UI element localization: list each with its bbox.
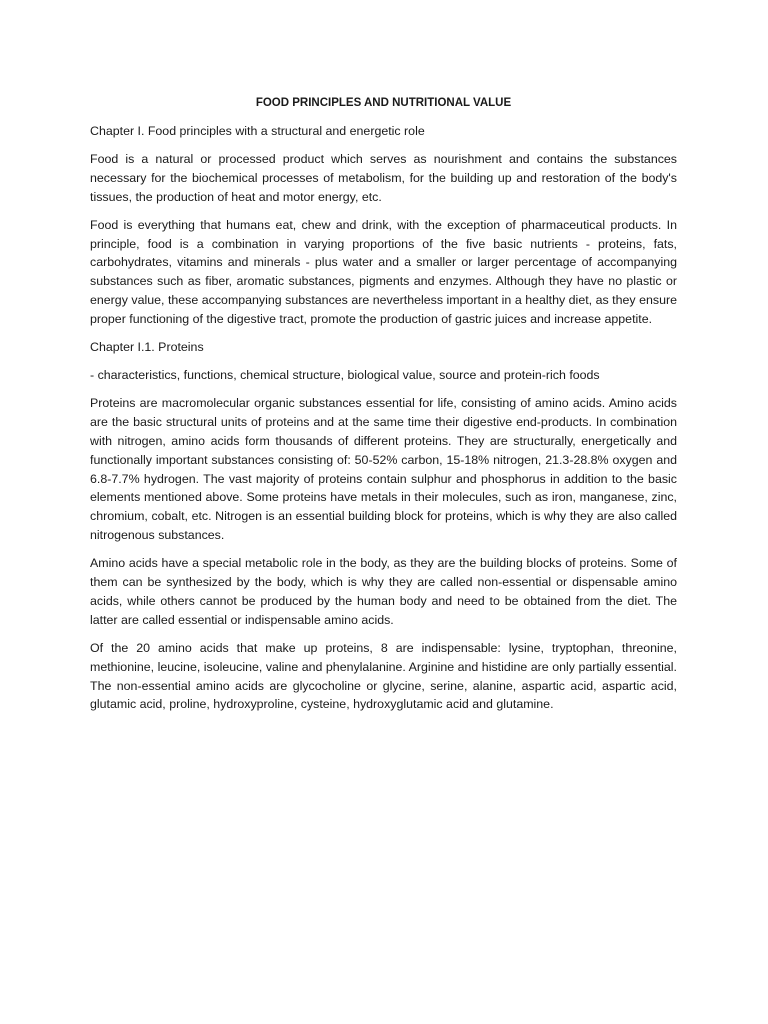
document-page — [90, 94, 677, 723]
paragraph: Proteins are macromolecular organic substances essential for life, consisting of amino acids. Amino acids are the basic structural units of proteins and at the same time their digestive end-products. In combination with nitrogen, amino acids form thousands of different proteins. They are structurally, energetically and functionally important substances consisting of: 50-52% carbon, 15-18% nitrogen, 21.3-28.8% oxygen and 6.8-7.7% hydrogen. The vast majority of proteins contain sulphur and phosphorus in addition to the basic elements mentioned above. Some proteins have metals in their molecules, such as iron, manganese, zinc, chromium, cobalt, etc. Nitrogen is an essential building block for proteins, which is why they are also called nitrogenous substances. — [90, 395, 677, 543]
paragraph: Amino acids have a special metabolic role in the body, as they are the building blocks of proteins. Some of them can be synthesized by the body, which is why they are called non-essential or dispensable amino acids, while others cannot be produced by the human body and need to be obtained from the diet. The latter are called essential or indispensable amino acids. — [90, 556, 677, 627]
document-title: FOOD PRINCIPLES AND NUTRITIONAL VALUE — [255, 97, 512, 109]
paragraph: Of the 20 amino acids that make up proteins, 8 are indispensable: lysine, tryptophan, threonine, methionine, leucine, isoleucine, valine and phenylalanine. Arginine and histidine are only partially essential. The non-essential amino acids are glycocholine or glycine, serine, alanine, aspartic acid, aspartic acid, glutamic acid, proline, hydroxyproline, cysteine, hydroxyglutamic acid and glutamine. — [90, 640, 677, 712]
paragraph: Food is everything that humans eat, chew and drink, with the exception of pharmaceutical products. In principle, food is a combination in varying proportions of the five basic nutrients - proteins, fats, carbohydrates, vitamins and minerals - plus water and a smaller or larger percentage of accompanying substances such as fiber, aromatic substances, pigments and enzymes. Although they have no plastic or energy value, these accompanying substances are nevertheless important in a healthy diet, as they ensure proper functioning of the digestive tract, promote the production of gastric juices and increase appetite. — [90, 217, 677, 327]
section-subtitle: - characteristics, functions, chemical structure, biological value, source and protein-rich foods — [90, 367, 600, 382]
chapter-heading: Chapter I. Food principles with a structural and energetic role — [90, 124, 425, 138]
section-heading: Chapter I.1. Proteins — [90, 340, 204, 355]
paragraph: Food is a natural or processed product which serves as nourishment and contains the substances necessary for the biochemical processes of metabolism, for the building up and restoration of the body's tissues, the production of heat and motor energy, etc. — [90, 151, 677, 204]
